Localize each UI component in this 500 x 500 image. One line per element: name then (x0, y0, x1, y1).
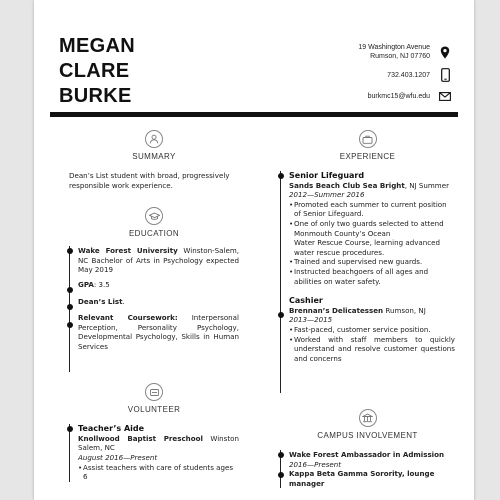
address-line-1: 19 Washington Avenue (358, 44, 430, 51)
resume-page (34, 0, 474, 500)
phone-icon (438, 67, 452, 83)
school-name: Wake Forest University (78, 246, 178, 256)
gpa-value: : 3.5 (93, 279, 110, 289)
gpa-line: GPA: 3.5 (78, 279, 110, 289)
briefcase-icon (359, 130, 377, 148)
job-bullets (289, 200, 455, 286)
volunteer-section (69, 383, 239, 482)
person-icon (145, 130, 163, 148)
timeline-dot (278, 472, 284, 478)
education-timeline (69, 246, 239, 372)
list-item: • Assist teachers with care of students ages 6 (78, 463, 239, 482)
campus-item-dates: 2016—Present (289, 459, 342, 469)
map-pin-icon (438, 44, 452, 60)
email-address: burkmc15@wfu.edu (367, 92, 430, 100)
timeline-dot (278, 452, 284, 458)
timeline-dot (67, 426, 73, 432)
job-title: Senior Lifeguard (289, 171, 365, 180)
candidate-name (59, 34, 135, 109)
volunteer-org-line: Knollwood Baptist Preschool Winston Salem, NC (78, 433, 239, 453)
left-column (69, 130, 239, 482)
volunteer-job-title: Teacher’s Aide (78, 424, 145, 434)
name-line-3: BURKE (59, 85, 132, 107)
experience-section (280, 130, 455, 393)
volunteer-heading: VOLUNTEER (127, 405, 181, 415)
timeline-dot (67, 248, 73, 254)
volunteer-dates: August 2016—Present (78, 452, 158, 462)
name-line-1: MEGAN (59, 35, 135, 57)
phone-number: 732.403.1207 (387, 71, 430, 79)
deans-list-line: Dean’s List. (78, 296, 125, 306)
school-location: Winston-Salem, NC (78, 246, 239, 265)
hands-icon (145, 383, 163, 401)
timeline-dot (278, 312, 284, 318)
degree: Bachelor of Arts in Psychology expected May 2019 (78, 255, 239, 275)
contact-block (252, 40, 452, 105)
summary-section (69, 130, 239, 190)
list-item: • One of only two guards selected to attend Monmouth County’s Ocean (289, 219, 455, 238)
coursework-label: Relevant Coursework: (78, 313, 178, 323)
timeline-dot (67, 322, 73, 328)
envelope-icon (438, 88, 452, 104)
timeline-dot (67, 287, 73, 293)
job-org-line: Brennan’s Delicatessen Rumson, NJ (289, 305, 426, 315)
timeline-dot (278, 173, 284, 179)
graduation-cap-icon (145, 207, 163, 225)
list-item: • Promoted each summer to current position of Senior Lifeguard. (289, 200, 455, 219)
list-item: • Trained and supervised new guards. (289, 257, 455, 267)
campus-item-org: Wake Forest Ambassador in Admission (289, 450, 445, 459)
header-divider (50, 112, 458, 117)
job-dates: 2012—Summer 2016 (289, 190, 365, 200)
volunteer-timeline (69, 424, 239, 482)
campus-timeline (280, 450, 455, 488)
education-heading: EDUCATION (128, 229, 180, 239)
list-item: Water Rescue Course, learning advanced water rescue procedures. (294, 238, 441, 257)
right-column (280, 130, 455, 488)
coursework-list: Interpersonal Perception, Personality Psychology, Developmental Psychology, Skills in Human Services (78, 313, 239, 351)
timeline-dot (67, 304, 73, 310)
education-school-line (78, 246, 239, 275)
job-dates: 2013—2015 (289, 315, 333, 325)
campus-section (280, 409, 455, 488)
campus-item-org: Kappa Beta Gamma Sorority, lounge manager (289, 469, 435, 488)
list-item: • Fast-paced, customer service position. (289, 325, 455, 335)
list-item: • Instructed beachgoers of all ages and abilities on water safety. (289, 267, 455, 286)
name-line-2: CLARE (59, 60, 130, 82)
address-line-2: Rumson, NJ 07760 (370, 53, 430, 60)
job-title: Cashier (289, 296, 323, 306)
experience-heading: EXPERIENCE (339, 152, 396, 161)
list-item: • Worked with staff members to quickly understand and resolve customer questions and concerns (289, 335, 455, 364)
volunteer-bullets (78, 463, 239, 482)
summary-text: Dean’s List student with broad, progressively responsible work experience. (69, 171, 230, 190)
experience-timeline (280, 171, 455, 393)
education-section (69, 207, 239, 372)
summary-heading: SUMMARY (132, 152, 176, 161)
coursework-line (78, 313, 239, 351)
building-icon (359, 409, 377, 427)
job-org-line: Sands Beach Club Sea Bright, NJ Summer (289, 180, 449, 190)
campus-heading: CAMPUS INVOLVEMENT (317, 431, 418, 440)
job-bullets (289, 325, 455, 363)
